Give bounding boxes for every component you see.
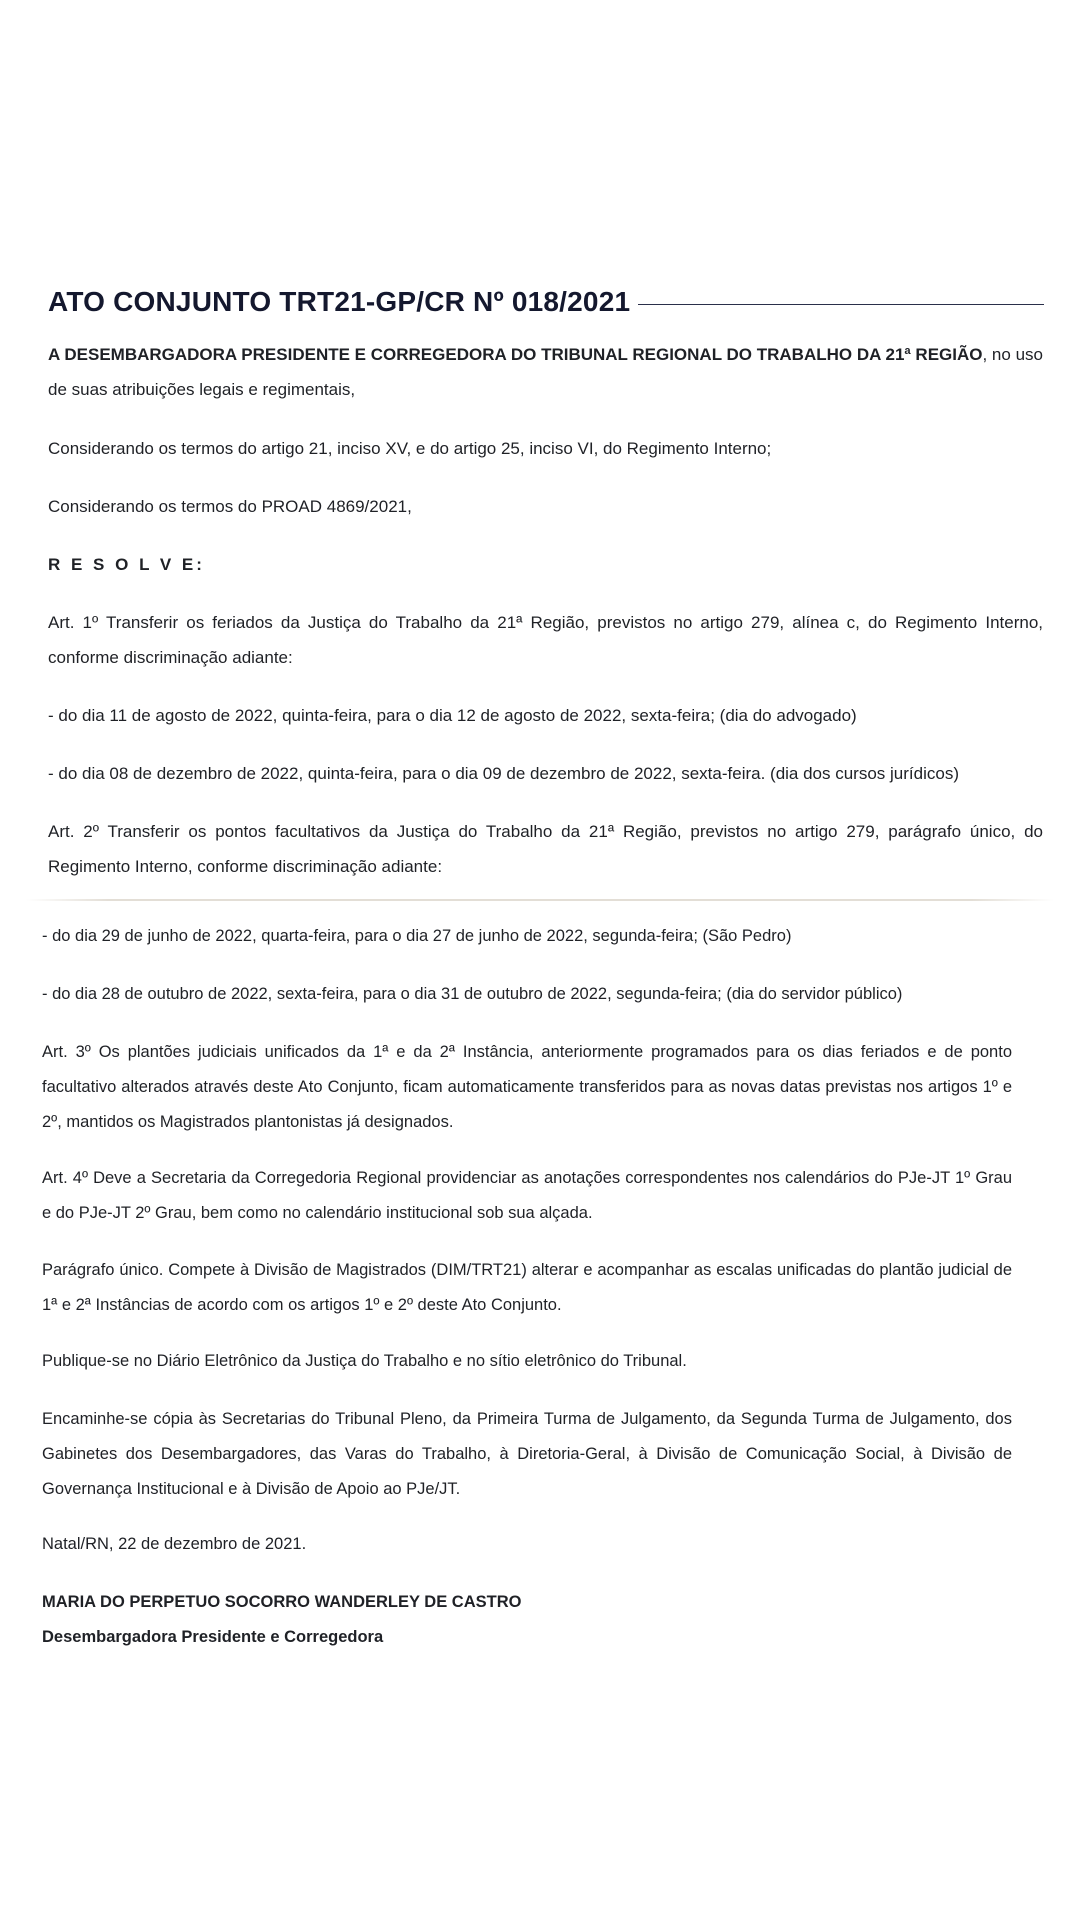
art-2-item-2: - do dia 28 de outubro de 2022, sexta-feira, para o dia 31 de outubro de 2022, segunda-feira; (dia do servidor público) <box>42 985 903 1003</box>
publique-se: Publique-se no Diário Eletrônico da Justiça do Trabalho e no sítio eletrônico do Tribunal. <box>42 1352 687 1370</box>
art-1-item-2: - do dia 08 de dezembro de 2022, quinta-feira, para o dia 09 de dezembro de 2022, sexta-feira. (dia dos cursos jurídicos) <box>48 764 959 783</box>
preamble-authority: A DESEMBARGADORA PRESIDENTE E CORREGEDORA DO TRIBUNAL REGIONAL DO TRABALHO DA 21ª REGIÃO <box>48 345 983 364</box>
section-divider <box>26 899 1054 901</box>
art-3: Art. 3º Os plantões judiciais unificados da 1ª e da 2ª Instância, anteriormente programados para os dias feriados e de ponto facultativo alterados através deste Ato Conjunto, ficam automaticamente transferidos para as novas datas previstas nos artigos 1º e 2º, mantidos os Magistrados plantonistas já designados. <box>42 1043 1012 1131</box>
title-rule <box>638 304 1044 305</box>
resolve-heading: R E S O L V E: <box>48 555 205 574</box>
place-date: Natal/RN, 22 de dezembro de 2021. <box>42 1535 307 1553</box>
paragrafo-unico: Parágrafo único. Compete à Divisão de Magistrados (DIM/TRT21) alterar e acompanhar as escalas unificadas do plantão judicial de 1ª e 2ª Instâncias de acordo com os artigos 1º e 2º deste Ato Conjunto. <box>42 1261 1012 1314</box>
considerando-1: Considerando os termos do artigo 21, inciso XV, e do artigo 25, inciso VI, do Regimento Interno; <box>48 439 772 458</box>
preamble-rest: , no uso de suas atribuições legais e regimentais, <box>48 345 1043 399</box>
title-row <box>48 286 1044 318</box>
document-title: ATO CONJUNTO TRT21-GP/CR Nº 018/2021 <box>48 286 631 317</box>
art-2-item-1: - do dia 29 de junho de 2022, quarta-feira, para o dia 27 de junho de 2022, segunda-feira; (São Pedro) <box>42 927 792 945</box>
encaminhe-se: Encaminhe-se cópia às Secretarias do Tribunal Pleno, da Primeira Turma de Julgamento, da Segunda Turma de Julgamento, dos Gabinetes dos Desembargadores, das Varas do Trabalho, à Diretoria-Geral, à Divisão de Comunicação Social, à Divisão de Governança Institucional e à Divisão de Apoio ao PJe/JT. <box>42 1410 1012 1498</box>
art-2: Art. 2º Transferir os pontos facultativos da Justiça do Trabalho da 21ª Região, previstos no artigo 279, parágrafo único, do Regimento Interno, conforme discriminação adiante: <box>48 822 1043 876</box>
preamble <box>48 337 1043 407</box>
art-1-item-1: - do dia 11 de agosto de 2022, quinta-feira, para o dia 12 de agosto de 2022, sexta-feira; (dia do advogado) <box>48 706 857 725</box>
considerando-2: Considerando os termos do PROAD 4869/2021, <box>48 497 412 516</box>
art-4: Art. 4º Deve a Secretaria da Corregedoria Regional providenciar as anotações correspondentes nos calendários do PJe-JT 1º Grau e do PJe-JT 2º Grau, bem como no calendário institucional sob sua alçada. <box>42 1169 1012 1222</box>
art-1: Art. 1º Transferir os feriados da Justiça do Trabalho da 21ª Região, previstos no artigo 279, alínea c, do Regimento Interno, conforme discriminação adiante: <box>48 613 1043 667</box>
signer-name: MARIA DO PERPETUO SOCORRO WANDERLEY DE CASTRO <box>42 1593 522 1611</box>
signer-role: Desembargadora Presidente e Corregedora <box>42 1628 384 1646</box>
